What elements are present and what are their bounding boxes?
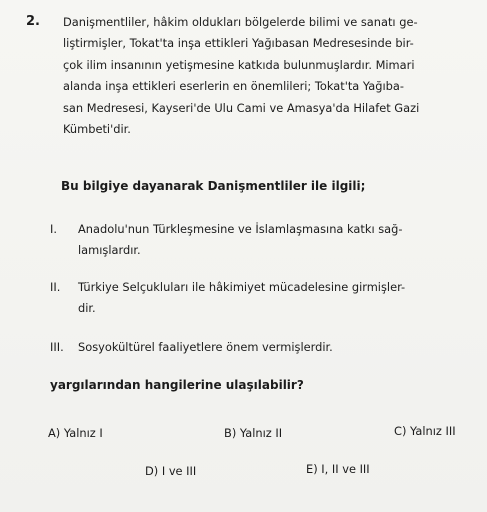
statement-numeral: III. [50, 340, 64, 354]
statement-2 [50, 277, 405, 318]
statement-numeral: I. [50, 222, 57, 236]
option-d[interactable]: D) I ve III [145, 464, 197, 478]
passage-line: alanda inşa ettikleri eserlerin en önemlileri; Tokat'ta Yağıba- [63, 79, 404, 94]
question-passage [63, 12, 475, 140]
passage-line: Danişmentliler, hâkim oldukları bölgelerde bilimi ve sanatı ge- [63, 15, 418, 29]
statement-1 [50, 219, 403, 260]
statement-text: dir. [78, 300, 96, 315]
statement-text: Sosyokültürel faaliyetlere önem vermişlerdir. [78, 340, 333, 354]
statement-text: Anadolu'nun Türkleşmesine ve İslamlaşmasına katkı sağ- [78, 222, 403, 236]
option-a[interactable]: A) Yalnız I [48, 426, 103, 440]
question-stem: Bu bilgiye dayanarak Danişmentliler ile ilgili; [61, 179, 366, 193]
option-e[interactable]: E) I, II ve III [306, 462, 370, 476]
question-number: 2. [26, 14, 40, 29]
option-b[interactable]: B) Yalnız II [224, 426, 283, 440]
passage-line: liştirmişler, Tokat'ta inşa ettikleri Yağıbasan Medresesinde bir- [63, 36, 414, 51]
statement-text: lamışlardır. [78, 242, 141, 257]
statement-numeral: II. [50, 280, 61, 294]
passage-line: san Medresesi, Kayseri'de Ulu Cami ve Amasya'da Hilafet Gazi [63, 100, 420, 115]
statement-text: Türkiye Selçukluları ile hâkimiyet mücadelesine girmişler- [78, 280, 406, 294]
statement-3 [50, 337, 333, 358]
passage-line: çok ilim insanının yetişmesine katkıda bulunmuşlardır. Mimari [63, 57, 415, 72]
passage-line: Kümbeti'dir. [63, 122, 131, 137]
option-c[interactable]: C) Yalnız III [394, 424, 456, 438]
question-conclusion: yargılarından hangilerine ulaşılabilir? [50, 378, 304, 392]
